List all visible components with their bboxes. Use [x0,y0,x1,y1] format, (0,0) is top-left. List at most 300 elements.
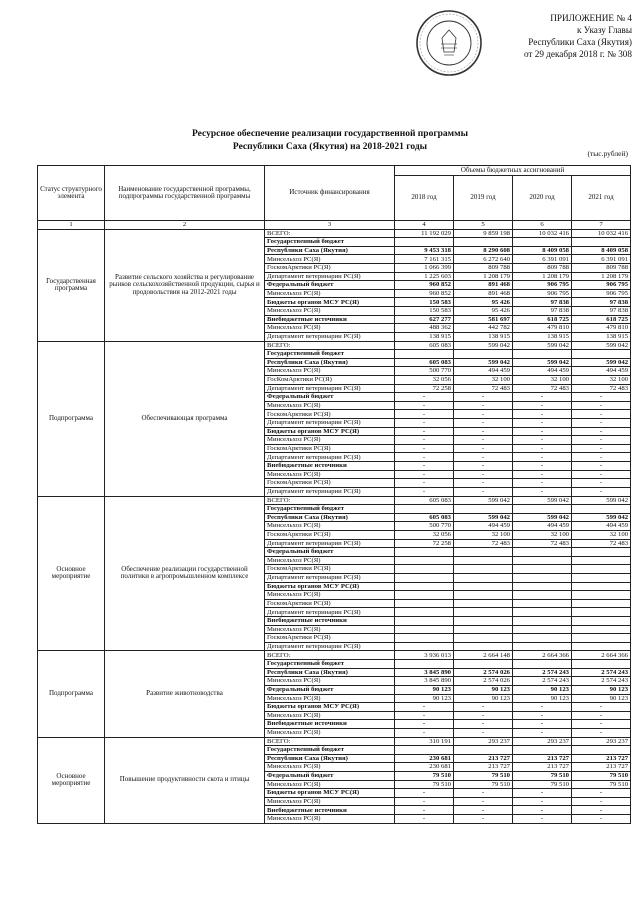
funding-source: Республики Саха (Якутия) [265,754,395,763]
amount-cell: - [513,797,572,806]
funding-source: Департамент ветеринарии РС(Я) [265,332,395,341]
amount-cell: - [572,453,631,462]
funding-source: Государственный бюджет [265,746,395,755]
amount-cell: - [572,806,631,815]
amount-cell [572,642,631,651]
amount-cell: - [454,711,513,720]
amount-cell [513,608,572,617]
funding-source: Внебюджетные источники [265,315,395,324]
funding-source: ВСЕГО: [265,737,395,746]
amount-cell: 627 277 [395,315,454,324]
table-row [38,341,631,350]
decree-date: от 29 декабря 2018 г. № 308 [523,49,632,59]
amount-cell: 150 583 [395,307,454,316]
amount-cell [454,746,513,755]
amount-cell [572,599,631,608]
amount-cell [513,625,572,634]
amount-cell: - [513,462,572,471]
amount-cell [572,608,631,617]
amount-cell: 97 838 [572,307,631,316]
amount-cell: 32 100 [454,375,513,384]
amount-cell: - [513,806,572,815]
amount-cell: 230 681 [395,754,454,763]
amount-cell: - [513,444,572,453]
amount-cell: 605 083 [395,513,454,522]
amount-cell: - [395,789,454,798]
amount-cell [513,582,572,591]
amount-cell [572,591,631,600]
amount-cell: - [395,479,454,488]
amount-cell: 10 032 416 [513,229,572,238]
funding-source: Департамент ветеринарии РС(Я) [265,384,395,393]
table-row [38,229,631,238]
amount-cell: - [395,711,454,720]
amount-cell: 500 770 [395,522,454,531]
amount-cell: 150 583 [395,298,454,307]
amount-cell: 32 056 [395,375,454,384]
amount-cell: - [572,728,631,737]
amount-cell: - [572,815,631,824]
funding-source: Государственный бюджет [265,660,395,669]
funding-source: ВСЕГО: [265,341,395,350]
amount-cell: 138 915 [454,332,513,341]
amount-cell: - [513,789,572,798]
amount-cell: 6 391 091 [572,255,631,264]
amount-cell: - [454,462,513,471]
funding-source: Бюджеты органов МСУ РС(Я) [265,703,395,712]
amount-cell: - [572,797,631,806]
amount-cell [395,599,454,608]
amount-cell: - [513,728,572,737]
funding-source: Бюджеты органов МСУ РС(Я) [265,427,395,436]
amount-cell: 599 042 [572,341,631,350]
amount-cell: - [454,410,513,419]
amount-cell [513,238,572,247]
amount-cell [513,617,572,626]
amount-cell: 3 936 013 [395,651,454,660]
funding-source: Минсельхоз РС(Я) [265,591,395,600]
amount-cell: 213 727 [454,763,513,772]
amount-cell: - [572,401,631,410]
title-line-2: Республики Саха (Якутия) на 2018-2021 годы [232,142,428,152]
amount-cell: 891 468 [454,289,513,298]
amount-cell: 79 510 [454,780,513,789]
amount-cell: 138 915 [513,332,572,341]
amount-cell: - [513,720,572,729]
amount-cell: 97 838 [513,307,572,316]
amount-cell: 90 123 [572,685,631,694]
amount-cell: 494 459 [454,367,513,376]
amount-cell: 599 042 [454,358,513,367]
amount-cell: 891 468 [454,281,513,290]
amount-cell [454,505,513,514]
element-status: Основное мероприятие [38,496,105,651]
amount-cell: 3 845 890 [395,677,454,686]
amount-cell [513,634,572,643]
amount-cell: - [513,419,572,428]
amount-cell [572,505,631,514]
amount-cell: - [395,462,454,471]
amount-cell: - [395,453,454,462]
amount-cell [572,660,631,669]
amount-cell: - [454,444,513,453]
funding-source: Федеральный бюджет [265,685,395,694]
amount-cell: 2 574 026 [454,677,513,686]
amount-cell [395,238,454,247]
amount-cell: - [395,728,454,737]
amount-cell: - [572,393,631,402]
amount-cell: - [454,427,513,436]
amount-cell: - [572,720,631,729]
amount-cell [395,660,454,669]
funding-source: Федеральный бюджет [265,393,395,402]
amount-cell [395,565,454,574]
amount-cell: 72 483 [454,384,513,393]
amount-cell: 599 042 [454,341,513,350]
amount-cell: 1 225 603 [395,272,454,281]
amount-cell: - [572,711,631,720]
amount-cell: 605 083 [395,496,454,505]
amount-cell [513,599,572,608]
funding-source: ГоскомАрктики РС(Я) [265,634,395,643]
amount-cell [572,582,631,591]
funding-source: Минсельхоз РС(Я) [265,436,395,445]
amount-cell [454,238,513,247]
amount-cell: 494 459 [513,367,572,376]
funding-source: Департамент ветеринарии РС(Я) [265,453,395,462]
amount-cell: 494 459 [572,367,631,376]
funding-source: ГоскомАрктики РС(Я) [265,599,395,608]
amount-cell: 599 042 [513,496,572,505]
amount-cell: - [454,720,513,729]
column-number: 1 [38,221,105,230]
republic-name: Республики Саха (Якутия) [528,37,632,47]
amount-cell: 293 237 [513,737,572,746]
amount-cell [395,608,454,617]
amount-cell: - [572,444,631,453]
funding-source: Федеральный бюджет [265,772,395,781]
funding-source: Минсельхоз РС(Я) [265,367,395,376]
amount-cell: 2 574 243 [513,668,572,677]
funding-source: Минсельхоз РС(Я) [265,307,395,316]
amount-cell: 97 838 [513,298,572,307]
amount-cell: - [572,487,631,496]
funding-source: Бюджеты органов МСУ РС(Я) [265,298,395,307]
amount-cell: 599 042 [513,358,572,367]
amount-cell: 2 574 243 [572,668,631,677]
amount-cell: 213 727 [572,763,631,772]
funding-source: Республики Саха (Якутия) [265,513,395,522]
amount-cell: 79 510 [395,772,454,781]
amount-cell: 581 697 [454,315,513,324]
funding-source: Внебюджетные источники [265,720,395,729]
funding-source: Минсельхоз РС(Я) [265,815,395,824]
amount-cell: 10 032 416 [572,229,631,238]
amount-cell: 809 788 [513,264,572,273]
amount-cell [395,573,454,582]
amount-cell [572,238,631,247]
amount-cell: 90 123 [395,685,454,694]
amount-cell: 494 459 [513,522,572,531]
amount-cell: 2 664 366 [572,651,631,660]
amount-cell [572,746,631,755]
amount-cell [513,505,572,514]
amount-cell: 95 426 [454,298,513,307]
column-number: 3 [265,221,395,230]
funding-source: Минсельхоз РС(Я) [265,728,395,737]
amount-cell: 79 510 [454,772,513,781]
amount-cell [513,573,572,582]
amount-cell [513,350,572,359]
funding-source: ВСЕГО: [265,651,395,660]
amount-cell: 906 795 [572,289,631,298]
amount-cell: 2 574 243 [513,677,572,686]
amount-cell: 809 788 [572,264,631,273]
amount-cell: 494 459 [454,522,513,531]
program-name: Повышение продуктивности скота и птицы [105,737,265,823]
amount-cell: - [454,703,513,712]
amount-cell: 213 727 [513,763,572,772]
amount-cell: 32 056 [395,530,454,539]
amount-cell: 599 042 [454,513,513,522]
amount-cell: - [395,797,454,806]
amount-cell [513,660,572,669]
amount-cell [572,565,631,574]
funding-source: Департамент ветеринарии РС(Я) [265,487,395,496]
amount-cell: 479 810 [572,324,631,333]
amount-cell: - [454,419,513,428]
funding-source: Республики Саха (Якутия) [265,246,395,255]
funding-source: Минсельхоз РС(Я) [265,711,395,720]
amount-cell: - [454,487,513,496]
amount-cell [513,591,572,600]
amount-cell: 488 362 [395,324,454,333]
resource-table [37,165,631,824]
funding-source: Минсельхоз РС(Я) [265,522,395,531]
amount-cell: 7 161 315 [395,255,454,264]
element-status: Подпрограмма [38,341,105,496]
amount-cell [395,591,454,600]
amount-cell: - [395,401,454,410]
amount-cell: - [454,470,513,479]
amount-cell [513,746,572,755]
amount-cell: 605 083 [395,358,454,367]
amount-cell [454,617,513,626]
funding-source: ГоскомАрктики РС(Я) [265,530,395,539]
funding-source: Минсельхоз РС(Я) [265,780,395,789]
appendix-header [482,12,632,60]
amount-cell [454,599,513,608]
amount-cell: 1 208 179 [454,272,513,281]
table-row [38,651,631,660]
header-year: 2021 год [572,176,631,221]
amount-cell [572,617,631,626]
amount-cell: - [395,419,454,428]
amount-cell: 3 845 890 [395,668,454,677]
amount-cell: - [513,436,572,445]
amount-cell [395,625,454,634]
element-status: Государственная программа [38,229,105,341]
amount-cell: 90 123 [454,694,513,703]
amount-cell: 618 725 [513,315,572,324]
funding-source: Республики Саха (Якутия) [265,668,395,677]
amount-cell: 138 915 [395,332,454,341]
table-row [38,496,631,505]
amount-cell: - [572,436,631,445]
amount-cell: - [513,479,572,488]
funding-source: Департамент ветеринарии РС(Я) [265,539,395,548]
amount-cell [572,634,631,643]
amount-cell: 79 510 [572,772,631,781]
amount-cell [513,565,572,574]
amount-cell [395,505,454,514]
amount-cell [454,608,513,617]
amount-cell: - [454,393,513,402]
amount-cell: - [572,470,631,479]
amount-cell: - [395,720,454,729]
amount-cell [395,634,454,643]
funding-source: Минсельхоз РС(Я) [265,797,395,806]
amount-cell [513,548,572,557]
amount-cell: - [513,470,572,479]
amount-cell: 494 459 [572,522,631,531]
funding-source: Минсельхоз РС(Я) [265,763,395,772]
amount-cell [454,642,513,651]
amount-cell: 1 066 399 [395,264,454,273]
funding-source: Государственный бюджет [265,238,395,247]
column-number: 7 [572,221,631,230]
funding-source: Республики Саха (Якутия) [265,358,395,367]
amount-cell [454,660,513,669]
funding-source: Минсельхоз РС(Я) [265,694,395,703]
column-number: 6 [513,221,572,230]
funding-source: Внебюджетные источники [265,462,395,471]
amount-cell: 90 123 [454,685,513,694]
amount-cell: 213 727 [572,754,631,763]
amount-cell: - [572,410,631,419]
funding-source: Департамент ветеринарии РС(Я) [265,419,395,428]
amount-cell: 2 574 243 [572,677,631,686]
amount-cell: 8 290 608 [454,246,513,255]
amount-cell: - [513,393,572,402]
amount-cell: - [513,410,572,419]
amount-cell: 8 409 058 [513,246,572,255]
amount-cell: 32 100 [454,530,513,539]
funding-source: Департамент ветеринарии РС(Я) [265,642,395,651]
amount-cell: 90 123 [513,694,572,703]
amount-cell: 618 725 [572,315,631,324]
program-name: Обеспечение реализации государственной политики в агропромышленном комплексе [105,496,265,651]
amount-cell: 72 483 [513,539,572,548]
amount-cell [454,556,513,565]
title-line-1: Ресурсное обеспечение реализации государственной программы [191,129,469,139]
amount-cell: 72 483 [572,384,631,393]
amount-cell: 72 483 [454,539,513,548]
amount-cell [454,565,513,574]
amount-cell: - [513,703,572,712]
amount-cell: - [513,453,572,462]
amount-cell [454,350,513,359]
amount-cell: 213 727 [513,754,572,763]
funding-source: Минсельхоз РС(Я) [265,324,395,333]
column-number: 5 [454,221,513,230]
amount-cell: 79 510 [572,780,631,789]
amount-cell: - [513,427,572,436]
amount-cell: 605 083 [395,341,454,350]
amount-cell [454,591,513,600]
amount-cell [395,556,454,565]
amount-cell: - [454,815,513,824]
funding-source: Минсельхоз РС(Я) [265,677,395,686]
amount-cell: - [395,436,454,445]
funding-source: Государственный бюджет [265,350,395,359]
amount-cell: - [454,436,513,445]
column-number: 2 [105,221,265,230]
amount-cell: - [572,479,631,488]
amount-cell: 72 483 [572,539,631,548]
funding-source: Внебюджетные источники [265,806,395,815]
amount-cell: - [454,789,513,798]
funding-source: Бюджеты органов МСУ РС(Я) [265,582,395,591]
funding-source: Департамент ветеринарии РС(Я) [265,272,395,281]
amount-cell: - [395,703,454,712]
amount-cell: 97 838 [572,298,631,307]
amount-cell: 960 852 [395,289,454,298]
header-volumes: Объемы бюджетных ассигнований [395,166,631,176]
amount-cell: 2 664 148 [454,651,513,660]
amount-cell: 9 453 318 [395,246,454,255]
amount-cell: 79 510 [395,780,454,789]
amount-cell [454,625,513,634]
amount-cell: 310 191 [395,737,454,746]
funding-source: Минсельхоз РС(Я) [265,625,395,634]
funding-source: Бюджеты органов МСУ РС(Я) [265,789,395,798]
funding-source: ГосКомАрктики РС(Я) [265,375,395,384]
funding-source: Минсельхоз РС(Я) [265,556,395,565]
amount-cell [572,625,631,634]
column-number: 4 [395,221,454,230]
amount-cell [395,582,454,591]
funding-source: ГоскомАрктики РС(Я) [265,444,395,453]
funding-source: ГоскомАрктики РС(Я) [265,264,395,273]
amount-cell: - [395,427,454,436]
funding-source: ВСЕГО: [265,496,395,505]
program-name: Развитие сельского хозяйства и регулирование рынков сельскохозяйственной продукции, сырья и продовольствия на 2012-2021 годы [105,229,265,341]
header-year: 2020 год [513,176,572,221]
amount-cell: 32 100 [513,530,572,539]
official-seal-stamp [414,8,484,78]
funding-source: Минсельхоз РС(Я) [265,470,395,479]
amount-cell: 599 042 [572,513,631,522]
amount-cell [572,556,631,565]
funding-source: Внебюджетные источники [265,617,395,626]
amount-cell: - [513,815,572,824]
amount-cell: 79 510 [513,772,572,781]
amount-cell: - [513,487,572,496]
amount-cell: 500 770 [395,367,454,376]
amount-cell [454,548,513,557]
funding-source: Департамент ветеринарии РС(Я) [265,573,395,582]
amount-cell: 32 100 [513,375,572,384]
amount-cell: 32 100 [572,375,631,384]
decree-reference: к Указу Главы [577,25,632,35]
amount-cell: - [454,797,513,806]
amount-cell: 479 810 [513,324,572,333]
amount-cell: - [572,427,631,436]
amount-cell: 293 237 [454,737,513,746]
units-label: (тыс.рублей) [587,149,628,158]
amount-cell: - [395,806,454,815]
